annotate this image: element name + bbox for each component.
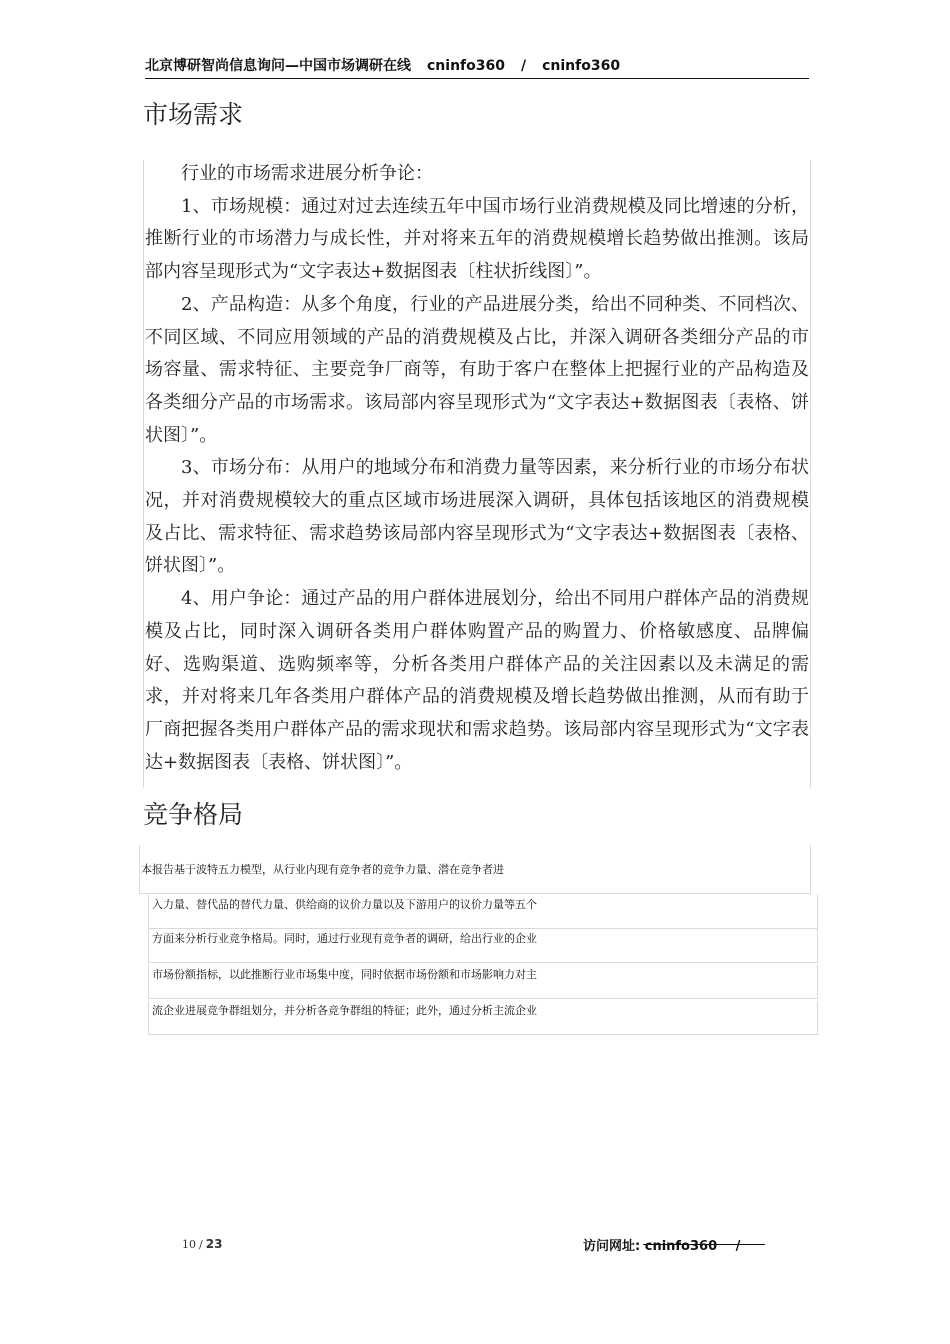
visit-label: 访问网址: [583, 1239, 641, 1254]
competition-line-5: 流企业进展竞争群组划分，并分析各竞争群组的特征；此外，通过分析主流企业 [148, 1001, 818, 1035]
market-paragraph-distribution: 3、市场分布：从用户的地域分布和消费力量等因素，来分析行业的市场分布状况，并对消费规模较大的重点区域市场进展深入调研，具体包括该地区的消费规模及占比、需求特征、需求趋势该局部内容呈现形式为“文字表达+数据图表〔表格、饼状图〕”。 [145, 457, 809, 577]
page-header [145, 56, 809, 79]
page-total: 23 [205, 1237, 223, 1251]
visit-separator: / [735, 1239, 741, 1254]
page-number [182, 1237, 222, 1251]
page-current: 10 [182, 1238, 196, 1251]
competition-line-4: 市场份额指标，以此推断行业市场集中度，同时依据市场份额和市场影响力对主 [148, 965, 818, 999]
footer-visit [583, 1235, 740, 1254]
market-paragraph-structure: 2、产品构造：从多个角度，行业的产品进展分类，给出不同种类、不同档次、不同区域、不同应用领域的产品的消费规模及占比，并深入调研各类细分产品的市场容量、需求特征、主要竞争厂商等，有助于客户在整体上把握行业的产品构造及各类细分产品的市场需求。该局部内容呈现形式为“文字表达+数据图表〔表格、饼状图〕”。 [145, 293, 809, 446]
header-site-2: cninfo360 [542, 58, 621, 74]
competition-line-1: 本报告基于波特五力模型，从行业内现有竞争者的竞争力量、潜在竞争者进 [141, 863, 504, 876]
visit-underline [643, 1244, 765, 1245]
market-body [145, 158, 809, 779]
visit-url[interactable]: cninfo360 [644, 1239, 718, 1254]
section-title-market: 市场需求 [143, 100, 244, 129]
competition-line-3: 方面来分析行业竞争格局。同时，通过行业现有竞争者的调研，给出行业的企业 [148, 929, 818, 963]
market-paragraph-intro: 行业的市场需求进展分析争论： [181, 163, 433, 184]
header-company: 北京博研智尚信息询问—中国市场调研在线 [145, 58, 411, 74]
market-paragraph-users: 4、用户争论：通过产品的用户群体进展划分，给出不同用户群体产品的消费规模及占比，同时深入调研各类用户群体购置产品的购置力、价格敏感度、品牌偏好、选购渠道、选购频率等，分析各类用户群体产品的关注因素以及未满足的需求，并对将来几年各类用户群体产品的消费规模及增长趋势做出推测，从而有助于厂商把握各类用户群体产品的需求现状和需求趋势。该局部内容呈现形式为“文字表达+数据图表〔表格、饼状图〕”。 [145, 588, 809, 773]
market-paragraph-scale: 1、市场规模：通过对过去连续五年中国市场行业消费规模及同比增速的分析，推断行业的市场潜力与成长性，并对将来五年的消费规模增长趋势做出推测。该局部内容呈现形式为“文字表达+数据图表〔柱状折线图〕”。 [145, 195, 809, 283]
section-title-competition: 竞争格局 [143, 800, 244, 829]
competition-line-2: 入力量、替代品的替代力量、供给商的议价力量以及下游用户的议价力量等五个 [148, 895, 818, 929]
page-separator: / [199, 1238, 203, 1251]
header-separator: / [520, 58, 527, 74]
header-site: cninfo360 [427, 58, 505, 74]
